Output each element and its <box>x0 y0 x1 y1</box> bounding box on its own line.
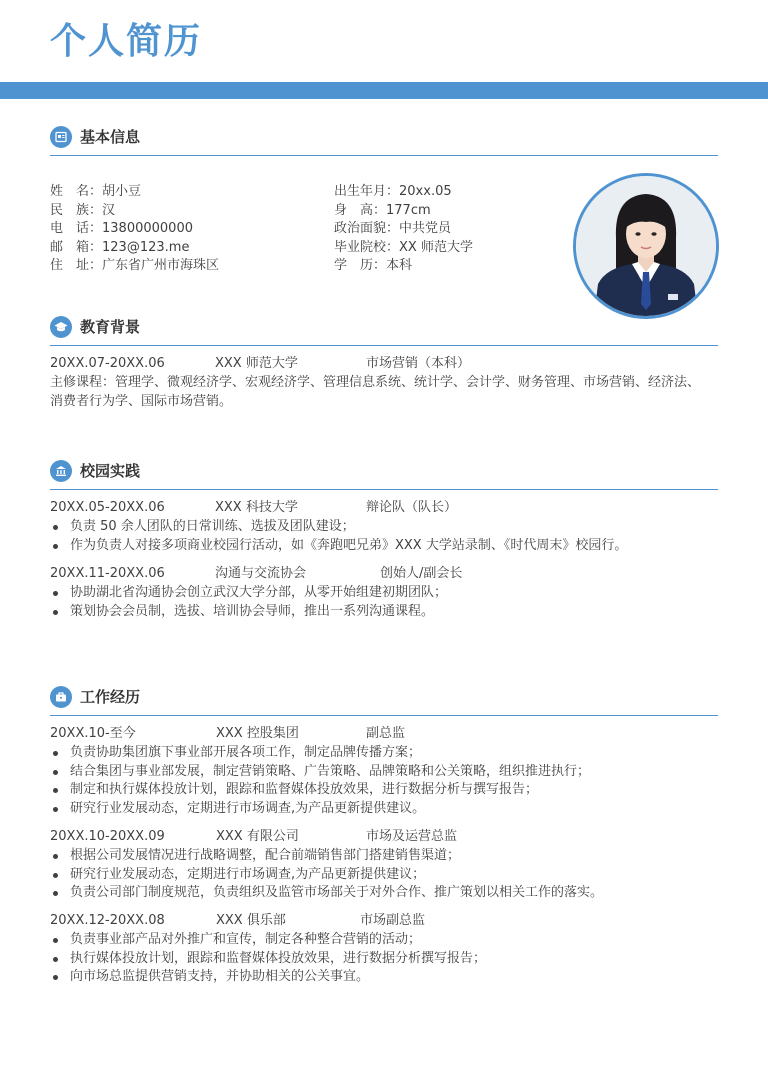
list-item: 根据公司发展情况进行战略调整，配合前端销售部门搭建销售渠道； <box>50 847 730 866</box>
list-item: 负责公司部门制度规范，负责组织及监管市场部关于对外合作、推广策划以相关工作的落实。 <box>50 884 730 903</box>
info-name: 姓 名：胡小豆 <box>50 184 142 199</box>
campus-entry-bullets <box>50 518 730 555</box>
list-item: 负责 50 余人团队的日常训练、选拔及团队建设； <box>50 518 730 537</box>
work-entry-bullets <box>50 744 730 818</box>
section-work <box>50 686 718 718</box>
work-entry-bullets <box>50 847 730 903</box>
list-item: 研究行业发展动态，定期进行市场调查,为产品更新提供建议。 <box>50 800 730 819</box>
entry-role: 市场副总监 <box>360 913 426 928</box>
list-item: 负责事业部产品对外推广和宣传，制定各种整合营销的活动； <box>50 931 730 950</box>
basic-info-right <box>334 183 473 276</box>
education-school: XXX 师范大学 <box>215 356 298 371</box>
section-divider <box>50 715 718 716</box>
entry-role: 市场及运营总监 <box>366 829 458 844</box>
info-political: 政治面貌：中共党员 <box>334 221 452 236</box>
info-ethnicity: 民 族：汉 <box>50 202 116 218</box>
entry-date: 20XX.12-20XX.08 <box>50 913 165 928</box>
info-phone: 电 话：13800000000 <box>50 221 193 236</box>
entry-org: XXX 有限公司 <box>216 829 299 844</box>
entry-date: 20XX.11-20XX.06 <box>50 566 165 581</box>
basic-info-left <box>50 183 219 276</box>
profile-photo <box>573 173 719 319</box>
info-height: 身 高：177cm <box>334 202 431 218</box>
info-degree: 学 历：本科 <box>334 258 413 273</box>
work-entry-bullets <box>50 931 730 987</box>
header-accent-bar <box>0 82 768 99</box>
section-divider <box>50 489 718 490</box>
info-address: 住 址：广东省广州市海珠区 <box>50 258 220 273</box>
entry-role: 副总监 <box>366 726 406 741</box>
graduation-cap-icon <box>50 316 72 338</box>
section-divider <box>50 345 718 346</box>
section-divider <box>50 155 718 156</box>
list-item: 执行媒体投放计划，跟踪和监督媒体投放效果，进行数据分析撰写报告； <box>50 950 730 969</box>
entry-date: 20XX.05-20XX.06 <box>50 500 165 515</box>
list-item: 向市场总监提供营销支持，并协助相关的公关事宜。 <box>50 968 730 987</box>
entry-date: 20XX.10-至今 <box>50 726 136 741</box>
section-campus <box>50 460 718 492</box>
section-basic-info <box>50 126 718 158</box>
education-major: 市场营销（本科） <box>366 356 471 371</box>
list-item: 负责协助集团旗下事业部开展各项工作，制定品牌传播方案； <box>50 744 730 763</box>
list-item: 协助湖北省沟通协会创立武汉大学分部，从零开始组建初期团队； <box>50 584 730 603</box>
section-title: 教育背景 <box>80 318 141 336</box>
education-date: 20XX.07-20XX.06 <box>50 356 165 371</box>
entry-org: XXX 控股集团 <box>216 726 299 741</box>
list-item: 制定和执行媒体投放计划，跟踪和监督媒体投放效果，进行数据分析与撰写报告； <box>50 781 730 800</box>
info-birth: 出生年月：20xx.05 <box>334 184 452 199</box>
entry-org: 沟通与交流协会 <box>215 566 307 581</box>
section-title: 工作经历 <box>80 688 141 706</box>
section-title: 基本信息 <box>80 128 141 146</box>
list-item: 作为负责人对接多项商业校园行活动，如《奔跑吧兄弟》XXX 大学站录制、《时代周末》校园行。 <box>50 537 730 556</box>
entry-org: XXX 科技大学 <box>215 500 298 515</box>
education-courses-line2: 消费者行为学、国际市场营销。 <box>50 394 233 409</box>
id-card-icon <box>50 126 72 148</box>
entry-date: 20XX.10-20XX.09 <box>50 829 165 844</box>
briefcase-icon <box>50 686 72 708</box>
education-courses-line1: 主修课程：管理学、微观经济学、宏观经济学、管理信息系统、统计学、会计学、财务管理、市场营销、经济法、 <box>50 375 701 390</box>
campus-entry-bullets <box>50 584 730 621</box>
section-education <box>50 316 718 348</box>
list-item: 策划协会会员制，选拔、培训协会导师，推出一系列沟通课程。 <box>50 603 730 622</box>
entry-role: 创始人/副会长 <box>380 566 463 581</box>
list-item: 研究行业发展动态，定期进行市场调查,为产品更新提供建议； <box>50 866 730 885</box>
entry-role: 辩论队（队长） <box>366 500 458 515</box>
entry-org: XXX 俱乐部 <box>216 913 286 928</box>
info-email: 邮 箱：123@123.me <box>50 239 190 255</box>
section-title: 校园实践 <box>80 462 141 480</box>
resume-title: 个人简历 <box>50 21 203 62</box>
info-school: 毕业院校：XX 师范大学 <box>334 239 473 255</box>
list-item: 结合集团与事业部发展，制定营销策略、广告策略、品牌策略和公关策略，组织推进执行； <box>50 763 730 782</box>
bank-icon <box>50 460 72 482</box>
